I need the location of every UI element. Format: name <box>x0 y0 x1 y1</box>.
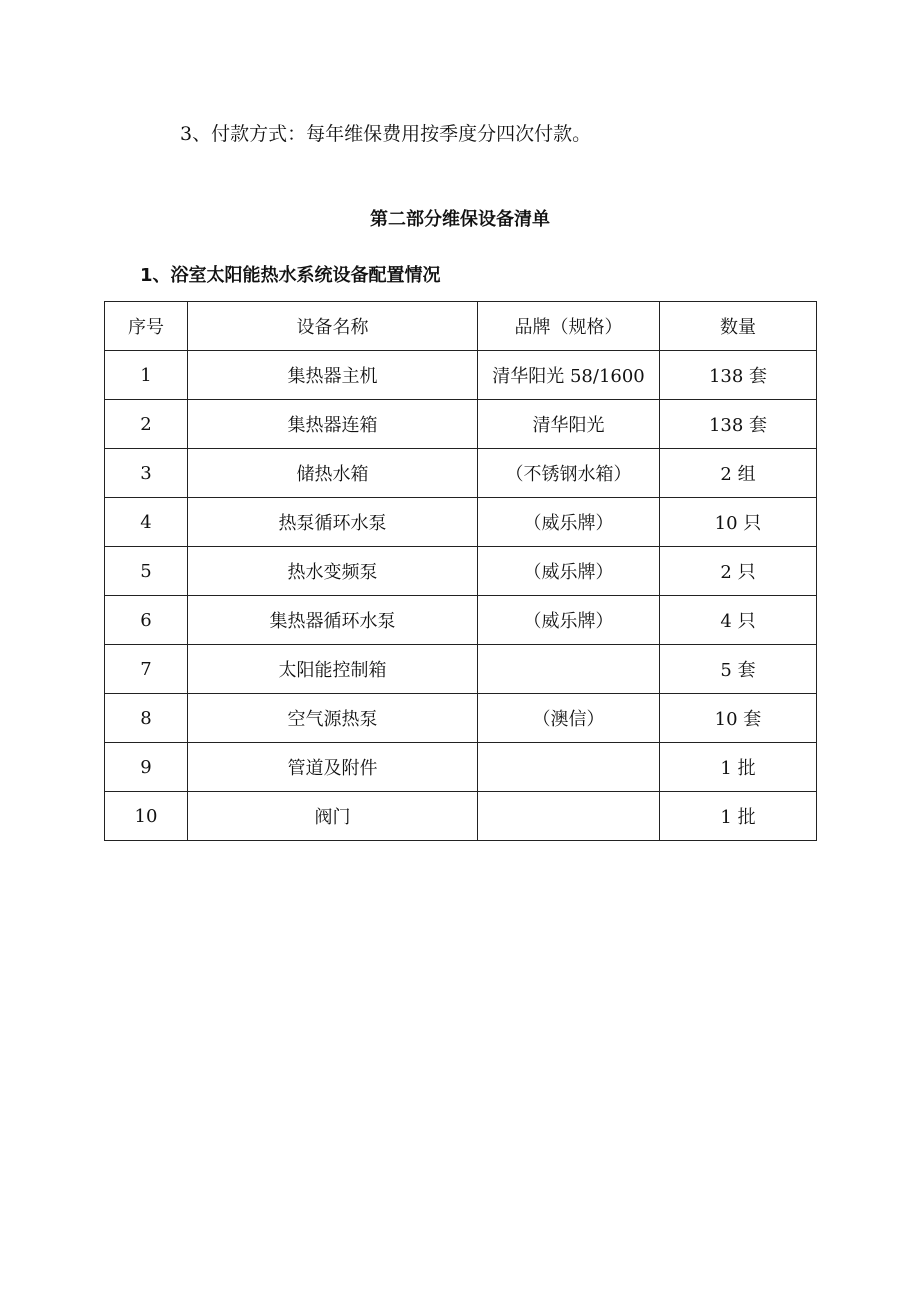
table-row <box>105 449 817 498</box>
cell-equipment-name: 储热水箱 <box>188 449 478 498</box>
cell-brand-spec: 清华阳光 58/1600 <box>478 351 660 400</box>
header-brand-spec: 品牌（规格） <box>478 302 660 351</box>
cell-quantity: 10 只 <box>660 498 817 547</box>
table-row <box>105 694 817 743</box>
table-row <box>105 400 817 449</box>
cell-brand-spec <box>478 743 660 792</box>
cell-quantity: 138 套 <box>660 351 817 400</box>
equipment-config-subtitle: 1、浴室太阳能热水系统设备配置情况 <box>140 265 441 286</box>
cell-brand-spec: 清华阳光 <box>478 400 660 449</box>
cell-quantity: 4 只 <box>660 596 817 645</box>
header-index: 序号 <box>105 302 188 351</box>
table-row <box>105 792 817 841</box>
cell-equipment-name: 阀门 <box>188 792 478 841</box>
cell-equipment-name: 管道及附件 <box>188 743 478 792</box>
cell-index: 4 <box>105 498 188 547</box>
cell-brand-spec: （威乐牌） <box>478 596 660 645</box>
cell-quantity: 5 套 <box>660 645 817 694</box>
cell-brand-spec: （威乐牌） <box>478 498 660 547</box>
table-row <box>105 498 817 547</box>
section-title: 第二部分维保设备清单 <box>370 209 550 230</box>
cell-quantity: 1 批 <box>660 792 817 841</box>
cell-equipment-name: 集热器循环水泵 <box>188 596 478 645</box>
cell-index: 1 <box>105 351 188 400</box>
header-quantity: 数量 <box>660 302 817 351</box>
cell-equipment-name: 空气源热泵 <box>188 694 478 743</box>
cell-equipment-name: 太阳能控制箱 <box>188 645 478 694</box>
table-row <box>105 596 817 645</box>
cell-equipment-name: 热水变频泵 <box>188 547 478 596</box>
table-row <box>105 743 817 792</box>
cell-brand-spec <box>478 792 660 841</box>
cell-brand-spec: （威乐牌） <box>478 547 660 596</box>
cell-quantity: 138 套 <box>660 400 817 449</box>
equipment-table <box>104 301 817 841</box>
cell-index: 2 <box>105 400 188 449</box>
cell-index: 3 <box>105 449 188 498</box>
table-header-row <box>105 302 817 351</box>
table-row <box>105 547 817 596</box>
cell-brand-spec: （澳信） <box>478 694 660 743</box>
cell-equipment-name: 集热器主机 <box>188 351 478 400</box>
cell-index: 6 <box>105 596 188 645</box>
table-row <box>105 351 817 400</box>
header-equipment-name: 设备名称 <box>188 302 478 351</box>
payment-terms-text: 3、付款方式：每年维保费用按季度分四次付款。 <box>180 123 592 145</box>
table-row <box>105 645 817 694</box>
cell-brand-spec <box>478 645 660 694</box>
cell-index: 5 <box>105 547 188 596</box>
cell-equipment-name: 集热器连箱 <box>188 400 478 449</box>
cell-index: 8 <box>105 694 188 743</box>
cell-index: 10 <box>105 792 188 841</box>
cell-quantity: 1 批 <box>660 743 817 792</box>
cell-brand-spec: （不锈钢水箱） <box>478 449 660 498</box>
cell-index: 7 <box>105 645 188 694</box>
cell-quantity: 2 组 <box>660 449 817 498</box>
cell-index: 9 <box>105 743 188 792</box>
cell-quantity: 2 只 <box>660 547 817 596</box>
cell-equipment-name: 热泵循环水泵 <box>188 498 478 547</box>
cell-quantity: 10 套 <box>660 694 817 743</box>
